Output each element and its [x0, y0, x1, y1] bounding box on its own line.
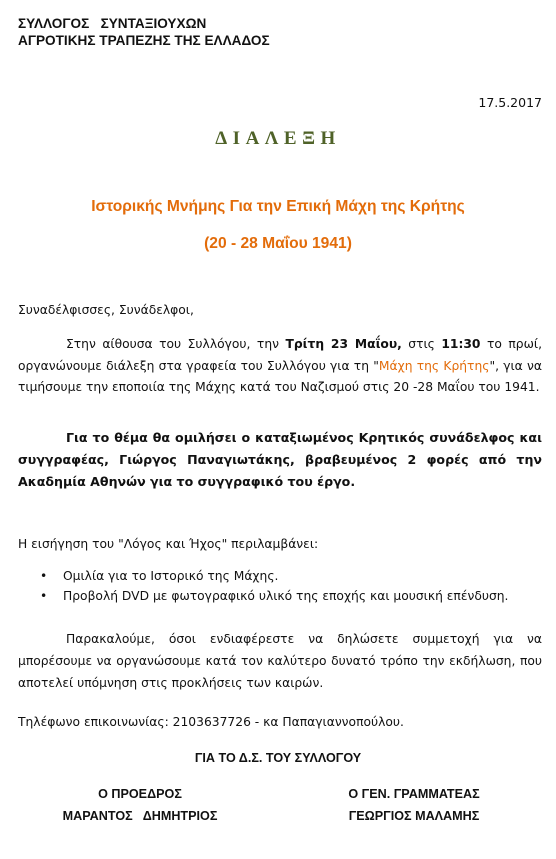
page-title: ΔΙΑΛΕΞΗ — [215, 128, 341, 149]
president-signature — [40, 783, 240, 827]
program-intro: Η εισήγηση του "Λόγος και Ήχος" περιλαμβάνει: — [18, 537, 319, 551]
event-day: Τρίτη 23 Μαΐου, — [285, 337, 402, 351]
president-role: Ο ΠΡΟΕΔΡΟΣ — [98, 787, 182, 801]
battle-of-crete-link[interactable]: Μάχη της Κρήτης — [378, 358, 490, 373]
board-signature-heading: ΓΙΑ ΤΟ Δ.Σ. ΤΟΥ ΣΥΛΛΟΓΟΥ — [194, 751, 362, 765]
secretary-role: Ο ΓΕΝ. ΓΡΑΜΜΑΤΕΑΣ — [348, 787, 480, 801]
org-line-2: ΑΓΡΟΤΙΚΗΣ ΤΡΑΠΕΖΗΣ ΤΗΣ ΕΛΛΑΔΟΣ — [18, 33, 270, 48]
participation-paragraph: Παρακαλούμε, όσοι ενδιαφέρεστε να δηλώσετε συμμετοχή για να μπορέσουμε να οργανώσουμε κατά τον καλύτερο δυνατό τρόπο την εκδήλωση, που αποτελεί υπόμνηση στις προκλήσεις των καιρών. — [18, 632, 542, 690]
secretary-name: ΓΕΩΡΓΙΟΣ ΜΑΛΑΜΗΣ — [348, 809, 480, 823]
org-line-1: ΣΥΛΛΟΓΟΣ ΣΥΝΤΑΞΙΟΥΧΩΝ — [18, 16, 207, 31]
subtitle: Ιστορικής Μνήμης Για την Επική Μάχη της Κρήτης — [91, 198, 465, 215]
speaker-paragraph: Για το θέμα θα ομιλήσει ο καταξιωμένος Κρητικός συνάδελφος και συγγραφέας, Γιώργος Παναγιωτάκης, βραβευμένος 2 φορές από την Ακαδημία Αθηνών για το συγγραφικό του έργο. — [18, 430, 542, 489]
president-name: ΜΑΡΑΝΤΟΣ ΔΗΜΗΤΡΙΟΣ — [62, 809, 218, 823]
para1-text-2: στις — [401, 337, 442, 351]
para1-text-1: Στην αίθουσα του Συλλόγου, την — [66, 337, 286, 351]
list-item — [18, 566, 542, 586]
subtitle-dates: (20 - 28 Μαΐου 1941) — [204, 235, 352, 252]
bullet-icon: • — [40, 569, 48, 583]
event-time: 11:30 — [441, 337, 481, 351]
contact-phone: Τηλέφωνο επικοινωνίας: 2103637726 - κα Παπαγιαννοπούλου. — [18, 715, 404, 729]
secretary-signature — [304, 783, 524, 827]
para1-text-3: το πρωί, οργανώνουμε διάλεξη στα γραφεία του Συλλόγου για τη " — [18, 337, 542, 373]
list-item-text: Ομιλία για το Ιστορικό της Μάχης. — [63, 569, 279, 583]
salutation: Συναδέλφισσες, Συνάδελφοι, — [18, 303, 194, 317]
program-list — [18, 566, 542, 606]
bullet-icon: • — [40, 589, 48, 603]
list-item — [18, 586, 542, 606]
paragraph-event-details — [18, 334, 542, 399]
list-item-text: Προβολή DVD με φωτογραφικό υλικό της εποχής και μουσική επένδυση. — [63, 589, 509, 603]
para1-text-4: ", για να τιμήσουμε την εποποιία της Μάχης κατά του Ναζισμού στις 20 -28 Μαΐου του 1941. — [18, 358, 542, 394]
organization-header — [18, 15, 270, 49]
document-date: 17.5.2017 — [478, 95, 542, 110]
